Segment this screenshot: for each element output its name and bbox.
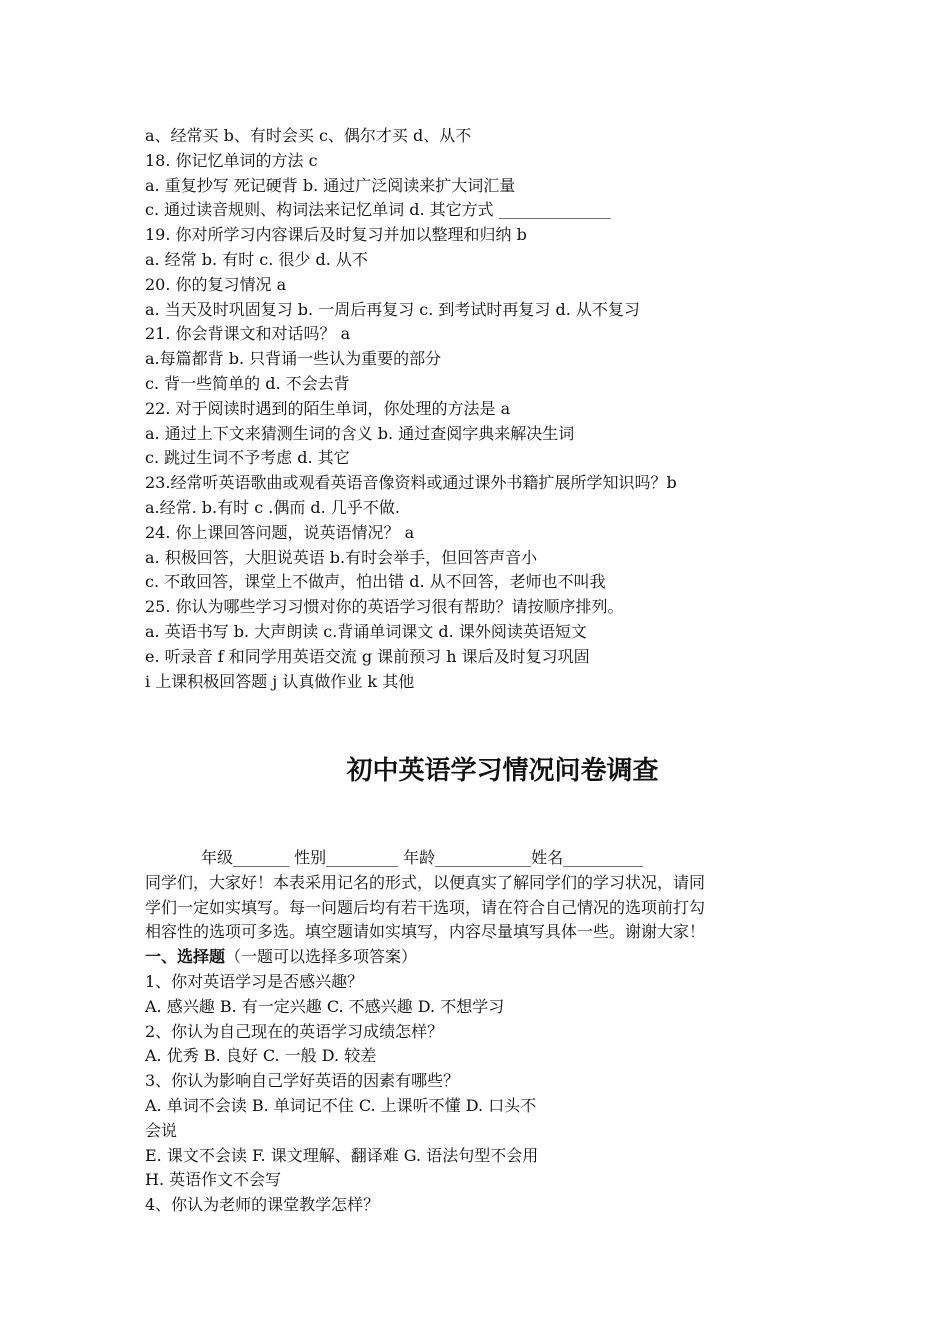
intro-line: 学们一定如实填写。每一问题后均有若干选项，请在符合自己情况的选项前打勾 bbox=[145, 897, 706, 917]
text-line: i 上课积极回答题 j 认真做作业 k 其他 bbox=[145, 671, 415, 691]
question-2: 2、你认为自己现在的英语学习成绩怎样？ bbox=[145, 1021, 444, 1041]
text-line: a. 当天及时巩固复习 b. 一周后再复习 c. 到考试时再复习 d. 从不复习 bbox=[145, 299, 640, 319]
text-line: a. 通过上下文来猜测生词的含义 b. 通过查阅字典来解决生词 bbox=[145, 423, 575, 443]
question-2-options: A. 优秀 B. 良好 C. 一般 D. 较差 bbox=[145, 1046, 377, 1066]
question-24: 24. 你上课回答问题，说英语情况？ a bbox=[145, 522, 415, 542]
text-line: a.经常. b.有时 c .偶而 d. 几乎不做. bbox=[145, 497, 400, 517]
section-heading: 一、选择题 bbox=[145, 947, 226, 967]
question-3: 3、你认为影响自己学好英语的因素有哪些？ bbox=[145, 1071, 460, 1091]
question-3-options: H. 英语作文不会写 bbox=[145, 1170, 282, 1190]
question-1: 1、你对英语学习是否感兴趣？ bbox=[145, 971, 364, 991]
survey-section bbox=[145, 846, 825, 1218]
text-line: c. 背一些简单的 d. 不会去背 bbox=[145, 373, 350, 393]
text-line: c. 通过读音规则、构词法来记忆单词 d. 其它方式 ______________ bbox=[145, 200, 611, 220]
text-line: a、经常买 b、有时会买 c、偶尔才买 d、从不 bbox=[145, 126, 472, 145]
question-3-options: E. 课文不会读 F. 课文理解、翻译难 G. 语法句型不会用 bbox=[145, 1145, 539, 1165]
question-19: 19. 你对所学习内容课后及时复习并加以整理和归纳 b bbox=[145, 225, 527, 245]
text-line: c. 不敢回答，课堂上不做声，怕出错 d. 从不回答，老师也不叫我 bbox=[145, 572, 606, 592]
question-20: 20. 你的复习情况 a bbox=[145, 274, 287, 294]
question-3-options: 会说 bbox=[145, 1120, 178, 1140]
text-line: a. 重复抄写 死记硬背 b. 通过广泛阅读来扩大词汇量 bbox=[145, 175, 516, 195]
question-25: 25. 你认为哪些学习习惯对你的英语学习很有帮助？请按顺序排列。 bbox=[145, 597, 624, 617]
intro-line: 同学们，大家好！本表采用记名的形式，以便真实了解同学们的学习状况，请同 bbox=[145, 872, 706, 892]
question-23: 23.经常听英语歌曲或观看英语音像资料或通过课外书籍扩展所学知识吗？b bbox=[145, 473, 677, 493]
questionnaire-upper-section bbox=[145, 124, 825, 694]
survey-title: 初中英语学习情况问卷调查 bbox=[346, 756, 659, 786]
section-note: （一题可以选择多项答案） bbox=[225, 947, 418, 967]
text-line: c. 跳过生词不予考虑 d. 其它 bbox=[145, 448, 350, 468]
question-22: 22. 对于阅读时遇到的陌生单词，你处理的方法是 a bbox=[145, 398, 511, 418]
text-line: a. 经常 b. 有时 c. 很少 d. 从不 bbox=[145, 249, 368, 269]
text-line: a.每篇都背 b. 只背诵一些认为重要的部分 bbox=[145, 349, 442, 369]
text-line: e. 听录音 f 和同学用英语交流 g 课前预习 h 课后及时复习巩固 bbox=[145, 646, 590, 666]
question-18: 18. 你记忆单词的方法 c bbox=[145, 150, 318, 170]
section-heading-line bbox=[145, 945, 825, 970]
question-1-options: A. 感兴趣 B. 有一定兴趣 C. 不感兴趣 D. 不想学习 bbox=[145, 996, 505, 1016]
question-3-options: A. 单词不会读 B. 单词记不住 C. 上课听不懂 D. 口头不 bbox=[145, 1095, 537, 1115]
text-line: a. 英语书写 b. 大声朗读 c.背诵单词课文 d. 课外阅读英语短文 bbox=[145, 621, 587, 641]
text-line: a. 积极回答，大胆说英语 b.有时会举手，但回答声音小 bbox=[145, 547, 538, 567]
student-info-line: 年级_______ 性别_________ 年龄____________姓名__________ bbox=[201, 848, 644, 867]
question-4: 4、你认为老师的课堂教学怎样？ bbox=[145, 1195, 380, 1215]
question-21: 21. 你会背课文和对话吗？ a bbox=[145, 324, 351, 344]
intro-line: 相容性的选项可多选。填空题请如实填写，内容尽量填写具体一些。谢谢大家！ bbox=[145, 922, 706, 942]
